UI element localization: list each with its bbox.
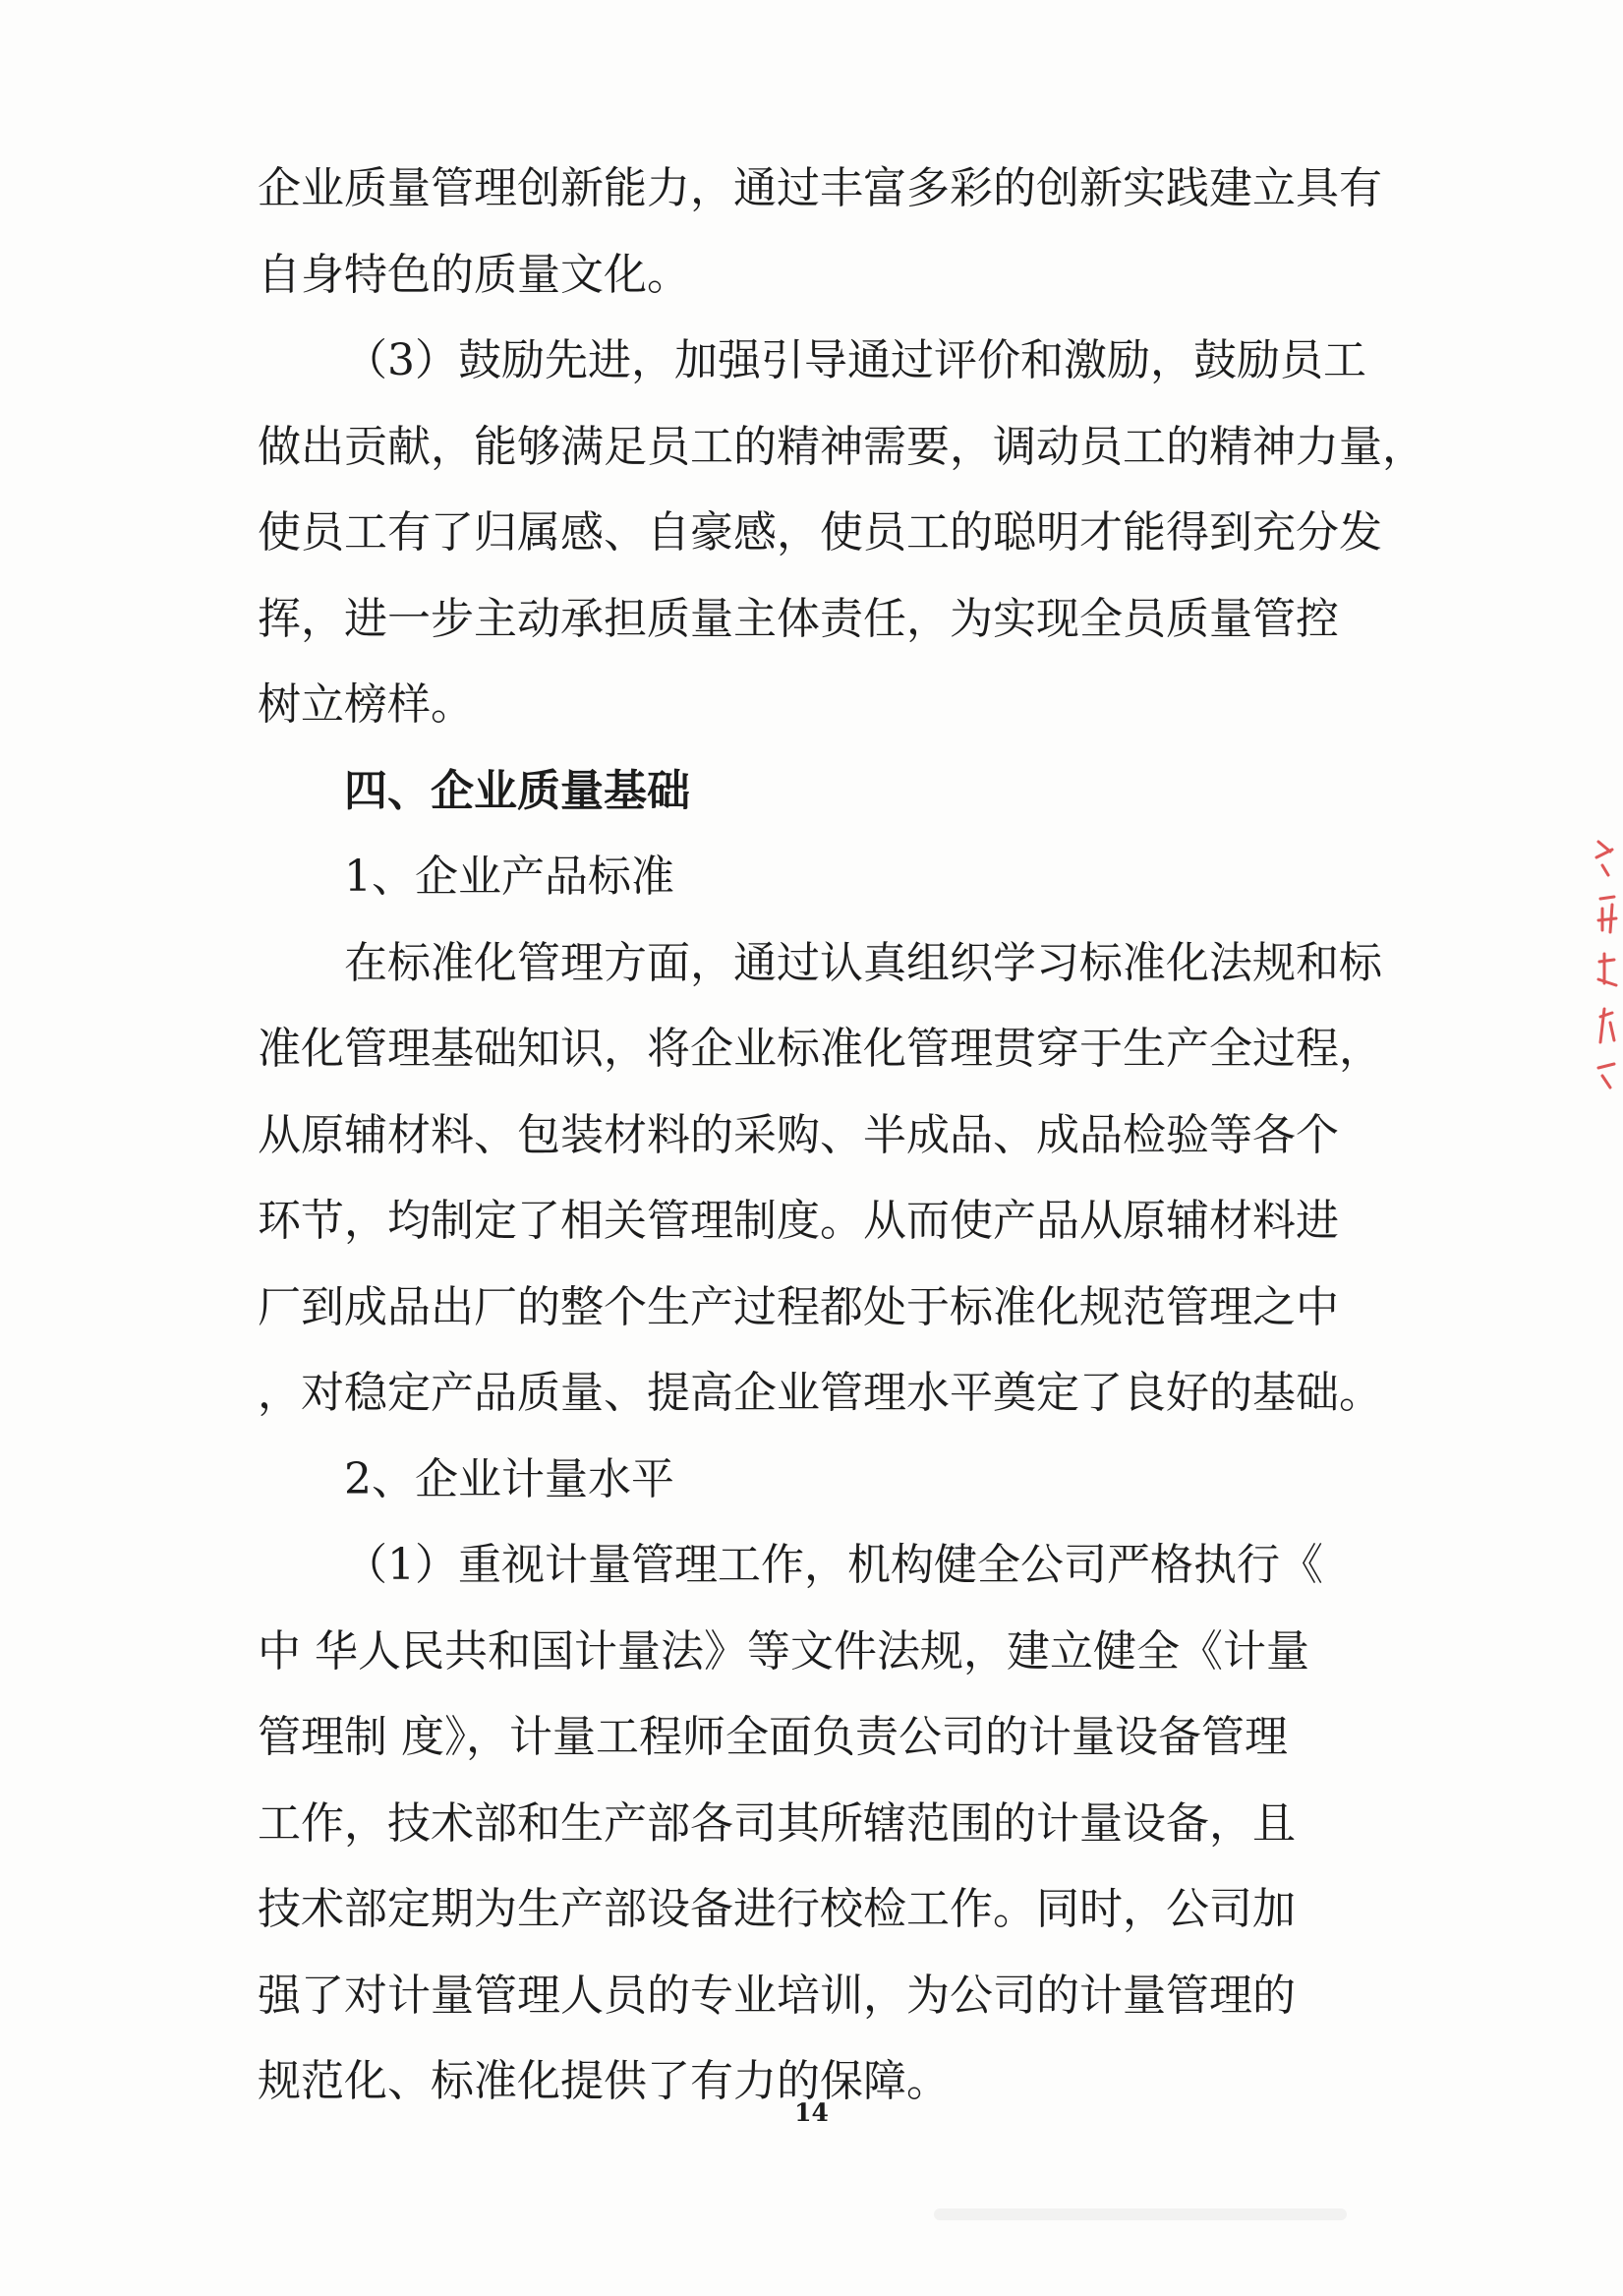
line-text: 中 华人民共和国计量法》等文件法规，建立健全《计量: [258, 1625, 1309, 1677]
line-text: 管理制 度》，计量工程师全面负责公司的计量设备管理: [258, 1712, 1288, 1762]
line-text: 树立榜样。: [258, 679, 474, 730]
text-line: [258, 318, 1408, 404]
line-text: 环节，均制定了相关管理制度。从而使产品从原辅材料进: [258, 1196, 1339, 1246]
section-heading: [258, 748, 1408, 835]
line-text: 挥，进一步主动承担质量主体责任，为实现全员质量管控: [258, 593, 1339, 644]
line-text: 做出贡献，能够满足员工的精神需要，调动员工的精神力量，: [258, 421, 1425, 472]
line-text: ，对稳定产品质量、提高企业管理水平奠定了良好的基础。: [258, 1368, 1382, 1418]
line-text: （1）重视计量管理工作，机构健全公司严格执行《: [344, 1540, 1323, 1590]
line-text: 使员工有了归属感、自豪感，使员工的聪明才能得到充分发: [258, 507, 1382, 558]
line-text: 技术部定期为生产部设备进行校检工作。同时，公司加: [258, 1884, 1296, 1934]
text-line: [258, 1953, 1408, 2039]
line-text: 规范化、标准化提供了有力的保障。: [258, 2056, 950, 2106]
page-number: 14: [794, 2098, 829, 2127]
line-text: （3）鼓励先进，加强引导通过评价和激励，鼓励员工: [344, 335, 1366, 385]
text-line: [258, 1694, 1408, 1781]
section-heading-text: 四、企业质量基础: [344, 765, 690, 816]
text-line: [258, 1522, 1408, 1609]
line-text: 工作，技术部和生产部各司其所辖范围的计量设备，且: [258, 1797, 1296, 1849]
text-line: [258, 232, 1408, 319]
subsection-heading-text: 2、企业计量水平: [344, 1453, 674, 1504]
text-line: [258, 404, 1425, 491]
subsection-heading: [258, 1437, 1408, 1523]
scan-smudge: [934, 2208, 1347, 2220]
text-line: [258, 576, 1408, 663]
body-text: [258, 146, 1425, 2125]
line-text: 在标准化管理方面，通过认真组织学习标准化法规和标: [344, 937, 1382, 988]
text-line: [258, 662, 1408, 748]
text-line: [258, 1006, 1408, 1092]
line-text: 自身特色的质量文化。: [258, 249, 690, 300]
text-line: [258, 1609, 1408, 1695]
text-line: [258, 920, 1408, 1007]
subsection-heading: [258, 834, 1408, 920]
text-line: [258, 1178, 1408, 1265]
line-text: 厂到成品出厂的整个生产过程都处于标准化规范管理之中: [258, 1281, 1339, 1332]
text-line: [258, 1866, 1408, 1953]
text-line: [258, 1350, 1408, 1437]
text-line: [258, 1092, 1408, 1179]
text-line: [258, 490, 1408, 576]
line-text: 企业质量管理创新能力，通过丰富多彩的创新实践建立具有: [258, 163, 1382, 213]
text-line: [258, 1781, 1408, 1867]
line-text: 准化管理基础知识，将企业标准化管理贯穿于生产全过程，: [258, 1024, 1382, 1074]
line-text: 强了对计量管理人员的专业培训，为公司的计量管理的: [258, 1970, 1296, 2021]
text-line: [258, 1265, 1408, 1351]
text-line: [258, 146, 1408, 232]
subsection-heading-text: 1、企业产品标准: [344, 852, 674, 902]
red-seal-fragment-icon: [1591, 836, 1623, 1091]
line-text: 从原辅材料、包装材料的采购、半成品、成品检验等各个: [258, 1109, 1339, 1160]
